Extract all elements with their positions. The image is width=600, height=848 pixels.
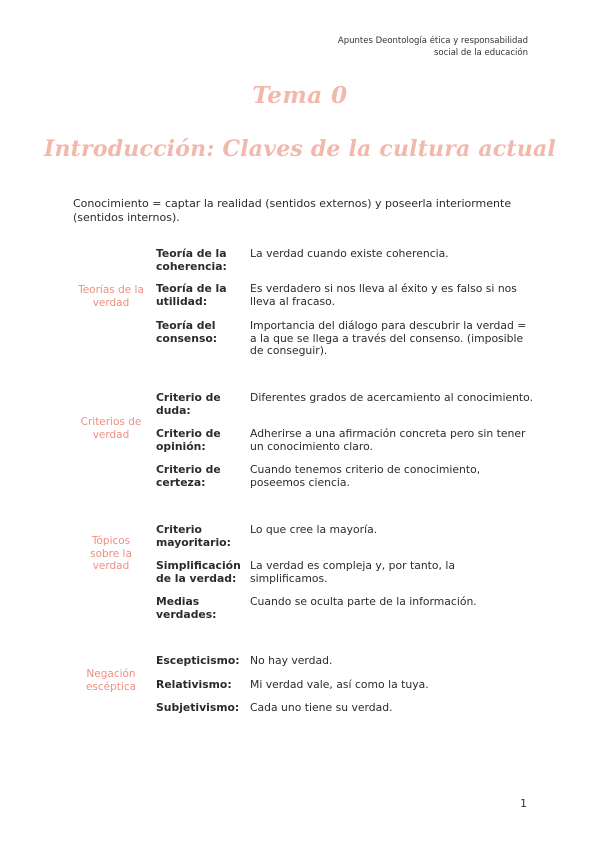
category-label: Criterios de verdad [80, 416, 142, 441]
category-label: Negación escéptica [85, 668, 137, 693]
definition-text: Cuando se oculta parte de la información. [250, 595, 477, 608]
term-label: Escepticismo: [156, 654, 240, 667]
definition-text: Lo que cree la mayoría. [250, 523, 378, 536]
definition-text: Cuando tenemos criterio de conocimiento, poseemos ciencia. [250, 463, 481, 489]
definition-text: La verdad es compleja y, por tanto, la simplificamos. [250, 559, 455, 585]
definition-text: Diferentes grados de acercamiento al conocimiento. [250, 391, 534, 404]
term-label: Simplificación de la verdad: [156, 559, 241, 585]
page-title: Introducción: Claves de la cultura actual [44, 136, 556, 162]
definition-text: Adherirse a una afirmación concreta pero sin tener un conocimiento claro. [250, 427, 526, 453]
definition-text: Cada uno tiene su verdad. [250, 701, 393, 714]
term-label: Criterio mayoritario: [156, 523, 231, 549]
term-label: Criterio de opinión: [156, 427, 221, 453]
term-label: Teoría de la utilidad: [156, 282, 227, 308]
page-header [338, 35, 528, 59]
term-label: Teoría de la coherencia: [156, 247, 227, 273]
term-label: Subjetivismo: [156, 701, 240, 714]
definition-text: La verdad cuando existe coherencia. [250, 247, 449, 260]
category-label: Tópicos sobre la verdad [90, 535, 132, 572]
definition-text: Es verdadero si nos lleva al éxito y es falso si nos lleva al fracaso. [250, 282, 517, 308]
term-label: Medias verdades: [156, 595, 217, 621]
term-label: Relativismo: [156, 678, 232, 691]
definition-text: Mi verdad vale, así como la tuya. [250, 678, 429, 691]
header-line-1: Apuntes Deontología ética y responsabilidad [337, 36, 528, 46]
definition-text: No hay verdad. [250, 654, 333, 667]
category-label: Teorías de la verdad [78, 284, 144, 309]
tema-heading: Tema 0 [252, 82, 348, 109]
header-line-2: social de la educación [433, 48, 528, 58]
term-label: Teoría del consenso: [156, 319, 218, 345]
definition-text: Importancia del diálogo para descubrir la verdad = a la que se llega a través del consenso. (imposible de conseguir). [250, 319, 527, 357]
page-number: 1 [520, 797, 527, 810]
intro-paragraph: Conocimiento = captar la realidad (sentidos externos) y poseerla interiormente (sentidos internos). [73, 197, 512, 224]
term-label: Criterio de duda: [156, 391, 221, 417]
term-label: Criterio de certeza: [156, 463, 221, 489]
